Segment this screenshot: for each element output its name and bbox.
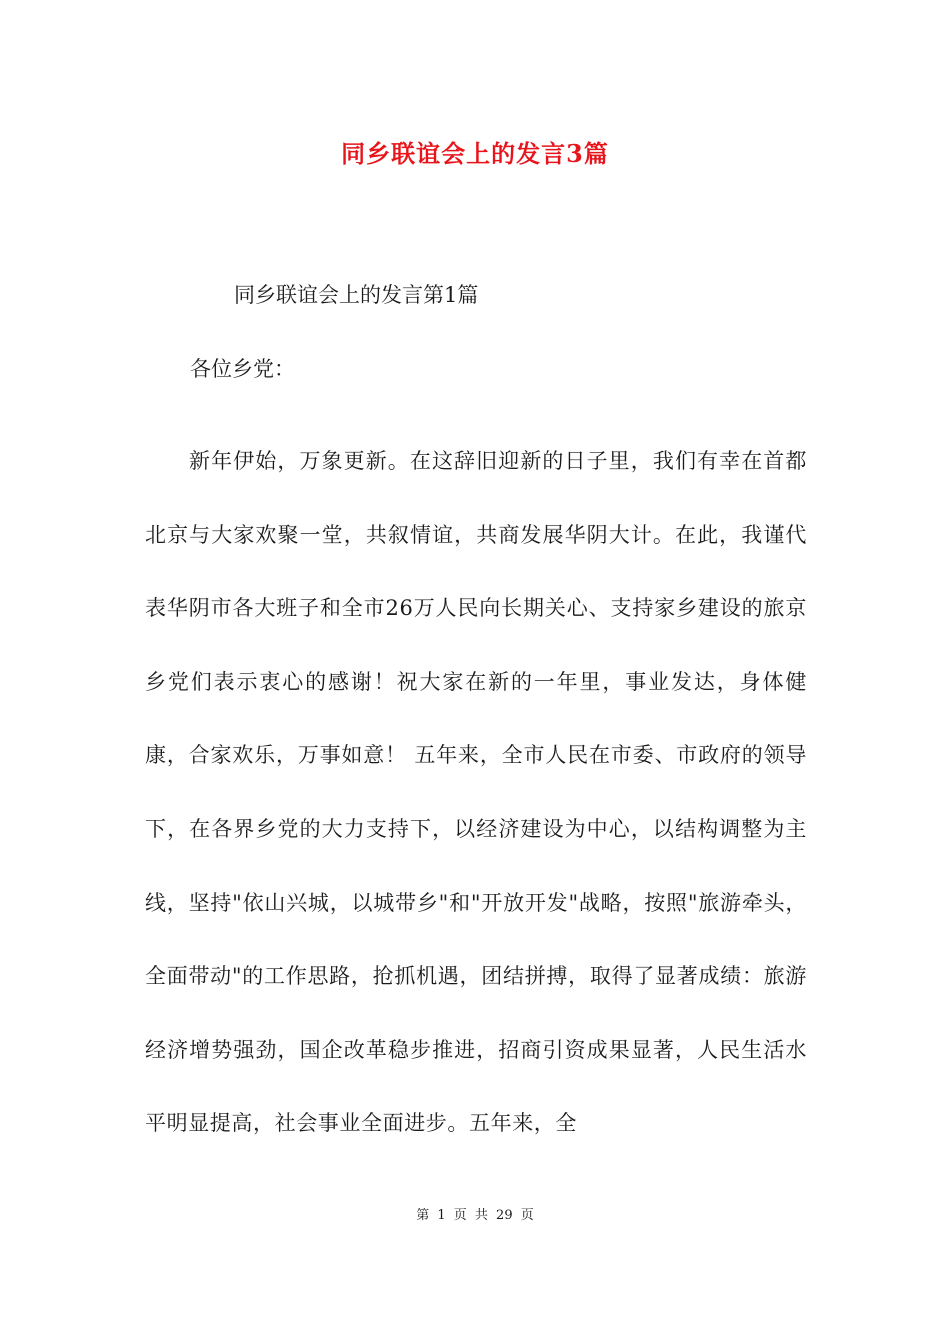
document-title: 同乡联谊会上的发言3篇 — [341, 139, 609, 168]
body-paragraph: 新年伊始，万象更新。在这辞旧迎新的日子里，我们有幸在首都北京与大家欢聚一堂，共叙情谊，共商发展华阴大计。在此，我谨代表华阴市各大班子和全市26万人民向长期关心、支持家乡建设的旅京乡党们表示衷心的感谢！祝大家在新的一年里，事业发达，身体健康，合家欢乐，万事如意！ 五年来，全市人民在市委、市政府的领导下，在各界乡党的大力支持下，以经济建设为中心，以结构调整为主线，坚持"依山兴城，以城带乡"和"开放开发"战略，按照"旅游牵头，全面带动"的工作思路，抢抓机遇，团结拼搏，取得了显著成绩：旅游经济增势强劲，国企改革稳步推进，招商引资成果显著，人民生活水平明显提高，社会事业全面进步。五年来，全 — [145, 449, 807, 1136]
greeting-line: 各位乡党： — [190, 357, 295, 381]
page-number-footer: 第 1 页 共 29 页 — [416, 1208, 534, 1223]
section-heading: 同乡联谊会上的发言第1篇 — [234, 283, 479, 307]
